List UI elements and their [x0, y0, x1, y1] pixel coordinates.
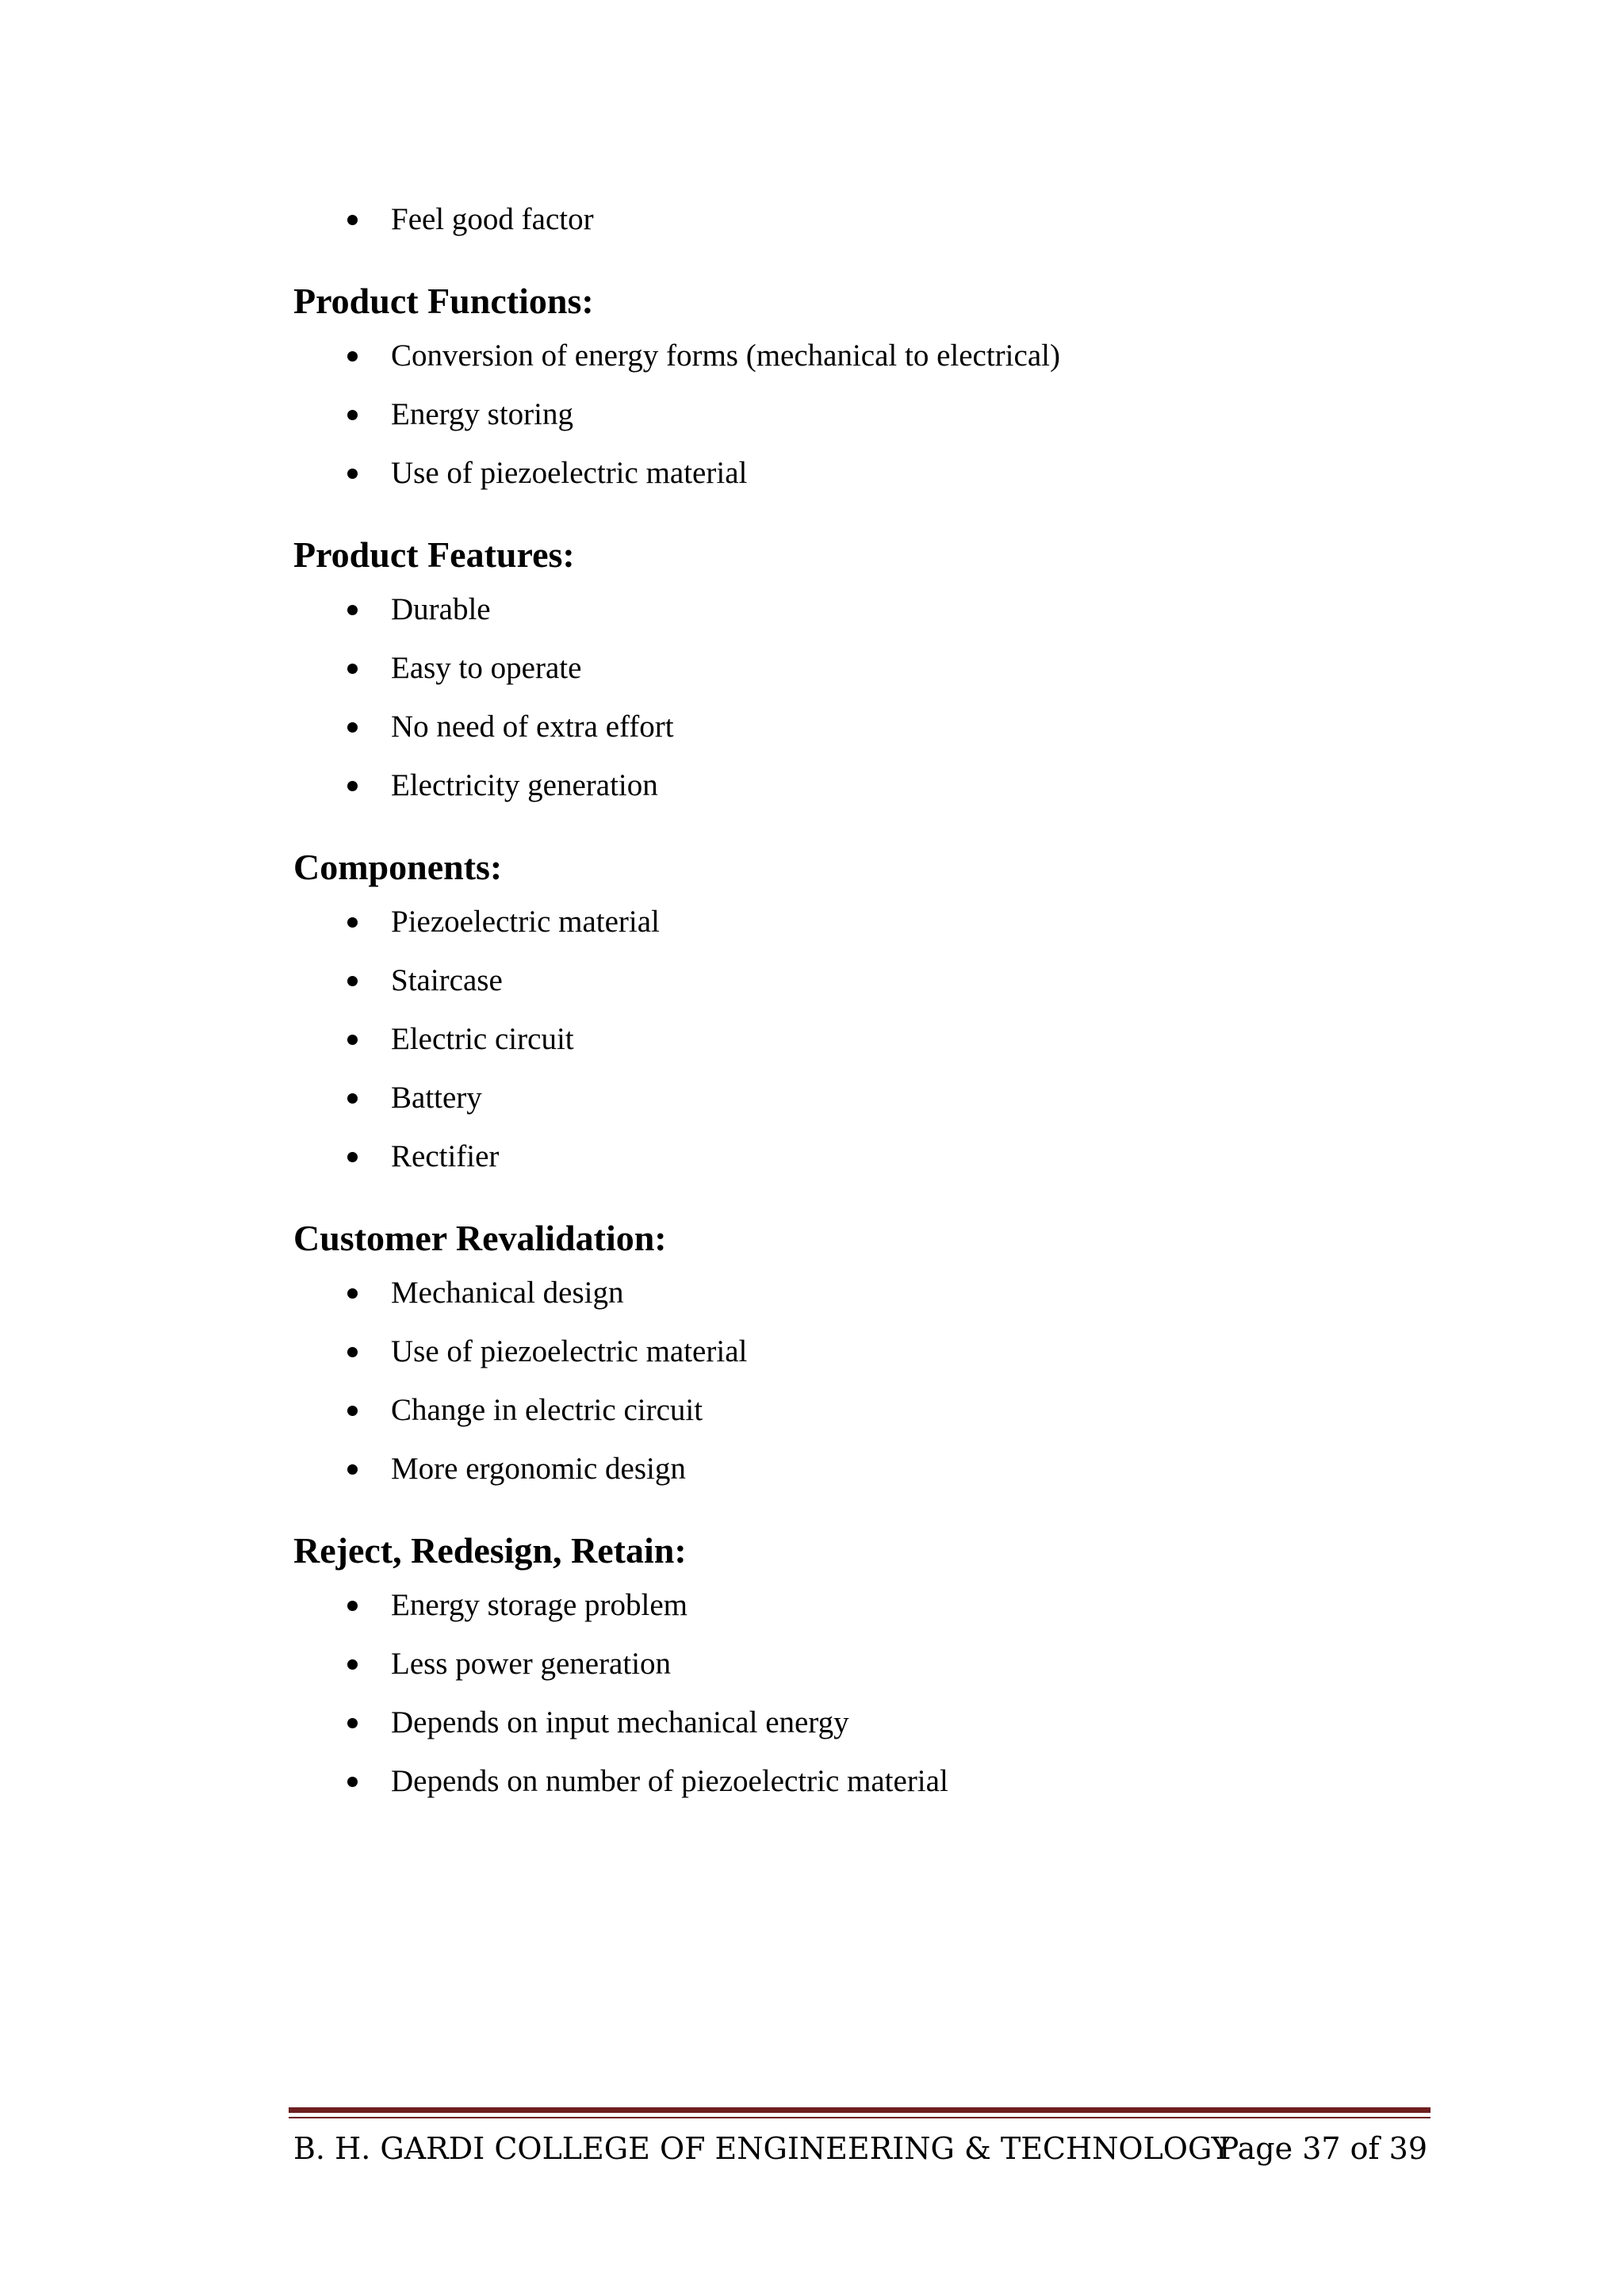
list-item-text: Mechanical design [391, 1276, 624, 1310]
list-item-text: Electric circuit [391, 1022, 574, 1056]
list-item-text: Energy storing [391, 397, 574, 431]
page-content [293, 190, 1419, 1811]
section-title: Components: [293, 847, 503, 887]
list-item [293, 639, 1419, 698]
list-item-text: Staircase [391, 963, 503, 997]
top-continuation [293, 190, 1419, 249]
list-item-text: Change in electric circuit [391, 1393, 703, 1427]
bullet-icon [347, 1288, 358, 1299]
bullet-icon [347, 1035, 358, 1045]
list-item [293, 1264, 1419, 1322]
bullet-list [293, 1264, 1419, 1498]
list-item-text: Less power generation [391, 1647, 672, 1681]
list-item [293, 1322, 1419, 1381]
list-item [293, 756, 1419, 815]
section-customer-revalidation [293, 1216, 1419, 1498]
list-item-text: Electricity generation [391, 768, 658, 802]
bullet-icon [347, 1601, 358, 1611]
bullet-icon [347, 1406, 358, 1416]
list-item-text: Use of piezoelectric material [391, 1334, 748, 1368]
list-item-text: Depends on input mechanical energy [391, 1705, 849, 1739]
bullet-list [293, 893, 1419, 1186]
bullet-icon [347, 1659, 358, 1670]
list-item [293, 580, 1419, 639]
bullet-icon [347, 1718, 358, 1728]
bullet-icon [347, 976, 358, 986]
list-item-text: Battery [391, 1081, 482, 1115]
bullet-icon [347, 1347, 358, 1357]
list-item [293, 1752, 1419, 1811]
list-item-text: Durable [391, 592, 491, 626]
bullet-icon [347, 605, 358, 615]
footer-rule-thin [289, 2117, 1431, 2118]
footer-page-number: Page 37 of 39 [1218, 2131, 1427, 2166]
bullet-icon [347, 1093, 358, 1104]
bullet-icon [347, 917, 358, 928]
list-item-text: Use of piezoelectric material [391, 456, 748, 490]
section-title: Reject, Redesign, Retain: [293, 1530, 687, 1571]
section-title: Product Features: [293, 534, 575, 575]
section-title: Product Functions: [293, 281, 594, 321]
bullet-icon [347, 781, 358, 791]
footer-college-name: B. H. GARDI COLLEGE OF ENGINEERING & TECHNOLOGY [293, 2131, 1231, 2166]
section-reject-redesign-retain [293, 1529, 1419, 1811]
list-item-text: Rectifier [391, 1139, 500, 1173]
list-item [293, 1127, 1419, 1186]
list-item [293, 444, 1419, 503]
list-item [293, 1635, 1419, 1693]
bullet-list [293, 1576, 1419, 1811]
page-footer [293, 2125, 1427, 2172]
section-title: Customer Revalidation: [293, 1218, 667, 1258]
section-product-functions [293, 279, 1419, 503]
bullet-icon [347, 215, 358, 225]
list-item [293, 1576, 1419, 1635]
bullet-icon [347, 469, 358, 479]
list-item [293, 190, 1419, 249]
list-item-text: Feel good factor [391, 202, 594, 236]
bullet-list [293, 190, 1419, 249]
list-item-text: More ergonomic design [391, 1452, 686, 1486]
list-item [293, 698, 1419, 756]
list-item [293, 385, 1419, 444]
list-item [293, 327, 1419, 385]
list-item-text: Piezoelectric material [391, 905, 660, 939]
bullet-icon [347, 664, 358, 674]
list-item [293, 1069, 1419, 1127]
list-item [293, 951, 1419, 1010]
list-item-text: Depends on number of piezoelectric material [391, 1764, 948, 1798]
footer-rule-thick [289, 2107, 1431, 2113]
list-item [293, 1440, 1419, 1498]
bullet-icon [347, 410, 358, 420]
bullet-icon [347, 351, 358, 362]
bullet-icon [347, 1777, 358, 1787]
bullet-icon [347, 1152, 358, 1162]
list-item [293, 1693, 1419, 1752]
list-item [293, 1381, 1419, 1440]
list-item-text: Conversion of energy forms (mechanical to electrical) [391, 339, 1060, 373]
list-item [293, 893, 1419, 951]
bullet-icon [347, 722, 358, 733]
list-item [293, 1010, 1419, 1069]
bullet-icon [347, 1464, 358, 1475]
bullet-list [293, 580, 1419, 815]
list-item-text: Energy storage problem [391, 1588, 688, 1622]
section-components [293, 845, 1419, 1186]
bullet-list [293, 327, 1419, 503]
list-item-text: Easy to operate [391, 651, 582, 685]
list-item-text: No need of extra effort [391, 710, 674, 744]
section-product-features [293, 533, 1419, 815]
